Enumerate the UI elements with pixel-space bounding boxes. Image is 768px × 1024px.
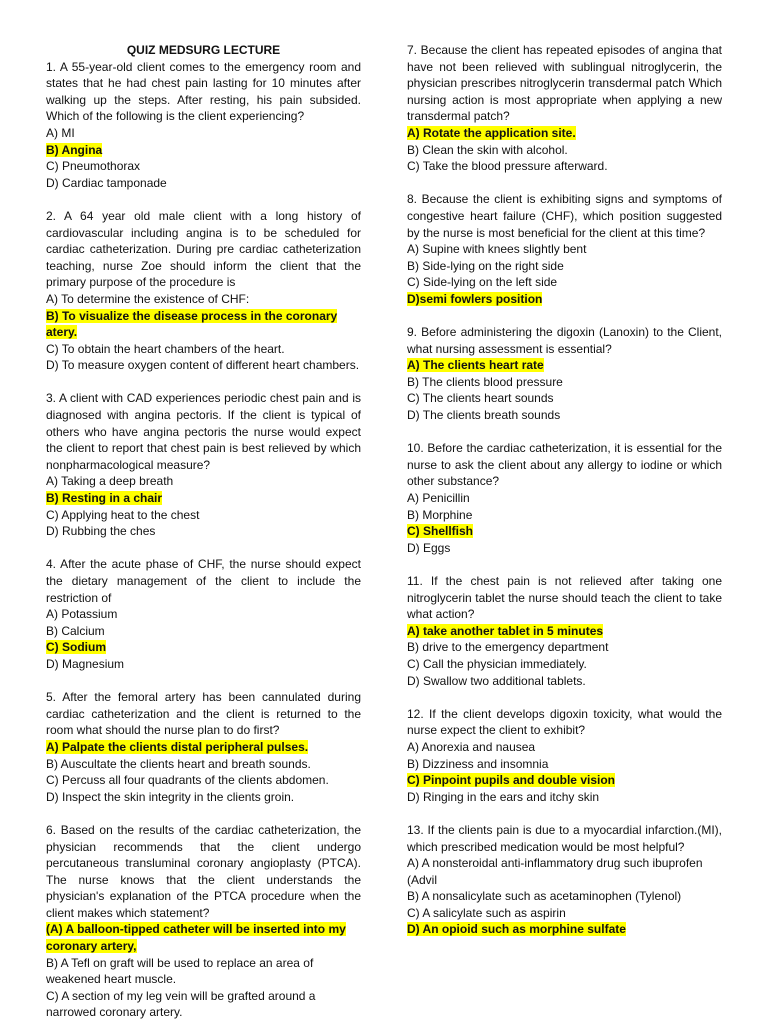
answer-option: [407, 258, 722, 275]
highlighted-answer-text: B) Resting in a chair: [46, 491, 163, 506]
answer-text: C) Applying heat to the chest: [46, 507, 200, 522]
question-block: [46, 556, 361, 672]
answer-option: [46, 988, 361, 1021]
highlighted-answer-text: B) To visualize the disease process in the coronary atery.: [46, 308, 338, 340]
answer-option: [407, 407, 722, 424]
question-spacer: [407, 308, 722, 325]
question-block: [407, 706, 722, 806]
answer-option: [407, 274, 722, 291]
question-stem: 5. After the femoral artery has been cannulated during cardiac catheterization and the client is returned to the room what should the nurse plan to do first?: [46, 690, 361, 738]
answer-option: [46, 606, 361, 623]
highlighted-answer-text: (A) A balloon-tipped catheter will be inserted into my coronary artery,: [46, 922, 346, 954]
question-spacer: [46, 191, 361, 208]
answer-text: D) Ringing in the ears and itchy skin: [407, 789, 600, 804]
correct-answer-option: [46, 639, 361, 656]
answer-option: [46, 357, 361, 374]
answer-text: A) Taking a deep breath: [46, 474, 174, 489]
highlighted-answer-text: D)semi fowlers position: [407, 291, 543, 306]
answer-option: [46, 523, 361, 540]
question-stem: 11. If the chest pain is not relieved after taking one nitroglycerin tablet the nurse should teach the client to take what action?: [407, 574, 722, 622]
correct-answer-option: [407, 125, 722, 142]
correct-answer-option: [407, 291, 722, 308]
answer-option: [46, 507, 361, 524]
question-stem: 2. A 64 year old male client with a long history of cardiovascular including angina is to be scheduled for cardiac catheterization. During pre cardiac catheterization teaching, nurse Zoe should inform the client that the primary purpose of the procedure is: [46, 208, 361, 290]
correct-answer-option: [46, 921, 361, 954]
answer-text: A) Potassium: [46, 607, 118, 622]
question-stem: 12. If the client develops digoxin toxicity, what would the nurse expect the client to exhibit?: [407, 706, 722, 738]
correct-answer-option: [407, 357, 722, 374]
answer-option: [46, 341, 361, 358]
question-stem: 8. Because the client is exhibiting signs and symptoms of congestive heart failure (CHF), which position suggested by the nurse is most beneficial for the client at this time?: [407, 192, 722, 240]
answer-text: D) Swallow two additional tablets.: [407, 673, 586, 688]
correct-answer-option: [407, 623, 722, 640]
answer-text: A) Anorexia and nausea: [407, 739, 536, 754]
answer-option: [407, 158, 722, 175]
question-block: [407, 42, 722, 175]
answer-text: B) Clean the skin with alcohol.: [407, 142, 568, 157]
answer-text: D) Rubbing the ches: [46, 524, 156, 539]
answer-option: [407, 789, 722, 806]
answer-text: B) Dizziness and insomnia: [407, 756, 549, 771]
question-stem: 1. A 55-year-old client comes to the emergency room and states that he had chest pain lasting for 10 minutes after walking up the steps. After resting, his pain subsided. Which of the following is the client experiencing?: [46, 59, 361, 124]
highlighted-answer-text: C) Pinpoint pupils and double vision: [407, 773, 615, 788]
answer-text: C) Call the physician immediately.: [407, 656, 587, 671]
question-block: [407, 191, 722, 307]
question-block: [46, 208, 361, 374]
answer-option: [46, 955, 361, 988]
question-block: [46, 390, 361, 539]
answer-option: [407, 905, 722, 922]
highlighted-answer-text: D) An opioid such as morphine sulfate: [407, 922, 626, 937]
question-spacer: [407, 805, 722, 822]
answer-option: [46, 789, 361, 806]
answer-text: D) Cardiac tamponade: [46, 175, 167, 190]
question-block: [407, 324, 722, 424]
answer-option: [407, 374, 722, 391]
question-spacer: [46, 805, 361, 822]
highlighted-answer-text: C) Shellfish: [407, 524, 474, 539]
answer-text: B) drive to the emergency department: [407, 640, 609, 655]
question-stem: 7. Because the client has repeated episodes of angina that have not been relieved with sublingual nitroglycerin, the physician prescribes nitroglycerin transdermal patch Which nursing action is most appropriate when applying a new transdermal patch?: [407, 43, 722, 124]
page-title: QUIZ MEDSURG LECTURE: [126, 43, 281, 57]
answer-option: [407, 540, 722, 557]
answer-option: [46, 473, 361, 490]
answer-option: [407, 673, 722, 690]
answer-option: [46, 158, 361, 175]
left-column: [46, 42, 361, 1021]
question-block: [46, 822, 361, 1021]
answer-option: [46, 756, 361, 773]
question-block: [407, 440, 722, 556]
answer-text: B) A Tefl on graft will be used to replace an area of weakened heart muscle.: [46, 955, 314, 987]
question-spacer: [407, 424, 722, 441]
correct-answer-option: [46, 739, 361, 756]
question-spacer: [407, 175, 722, 192]
question-stem: 6. Based on the results of the cardiac catheterization, the physician recommends that the client undergo percutaneous transluminal coronary angioplasty (PTCA). The nurse knows that the client understands the physician's explanation of the PTCA procedure when the client makes which statement?: [46, 822, 361, 920]
highlighted-answer-text: B) Angina: [46, 142, 103, 157]
answer-text: C) Side-lying on the left side: [407, 275, 558, 290]
answer-option: [407, 656, 722, 673]
answer-text: D) The clients breath sounds: [407, 408, 561, 423]
answer-text: C) The clients heart sounds: [407, 391, 554, 406]
answer-text: C) Pneumothorax: [46, 159, 141, 174]
answer-text: D) Inspect the skin integrity in the clients groin.: [46, 789, 295, 804]
answer-text: C) A section of my leg vein will be grafted around a narrowed coronary artery.: [46, 988, 316, 1020]
correct-answer-option: [407, 921, 722, 938]
highlighted-answer-text: A) take another tablet in 5 minutes: [407, 623, 604, 638]
answer-option: [46, 175, 361, 192]
answer-text: D) To measure oxygen content of different heart chambers.: [46, 358, 360, 373]
answer-option: [407, 639, 722, 656]
answer-option: [46, 125, 361, 142]
highlighted-answer-text: A) The clients heart rate: [407, 358, 544, 373]
answer-option: [407, 390, 722, 407]
answer-text: B) Side-lying on the right side: [407, 258, 564, 273]
question-spacer: [46, 374, 361, 391]
answer-text: D) Eggs: [407, 540, 451, 555]
answer-text: C) To obtain the heart chambers of the heart.: [46, 341, 285, 356]
answer-text: B) The clients blood pressure: [407, 374, 563, 389]
correct-answer-option: [46, 490, 361, 507]
answer-text: A) A nonsteroidal anti-inflammatory drug such ibuprofen (Advil: [407, 856, 703, 887]
answer-text: B) A nonsalicylate such as acetaminophen (Tylenol): [407, 889, 682, 904]
answer-text: A) Supine with knees slightly bent: [407, 242, 587, 257]
question-block: [46, 59, 361, 192]
answer-option: [46, 656, 361, 673]
correct-answer-option: [407, 523, 722, 540]
answer-option: [46, 291, 361, 308]
correct-answer-option: [46, 142, 361, 159]
answer-text: B) Morphine: [407, 507, 473, 522]
question-spacer: [407, 689, 722, 706]
question-stem: 9. Before administering the digoxin (Lanoxin) to the Client, what nursing assessment is essential?: [407, 325, 722, 356]
answer-text: C) Percuss all four quadrants of the clients abdomen.: [46, 773, 329, 788]
answer-text: C) A salicylate such as aspirin: [407, 905, 566, 920]
answer-text: A) MI: [46, 125, 75, 140]
answer-option: [46, 772, 361, 789]
answer-option: [407, 855, 722, 888]
correct-answer-option: [46, 308, 361, 341]
answer-text: A) To determine the existence of CHF:: [46, 291, 250, 306]
question-block: [407, 822, 722, 938]
question-spacer: [407, 556, 722, 573]
question-stem: 13. If the clients pain is due to a myocardial infarction.(MI), which prescribed medication would be most helpful?: [407, 822, 722, 854]
highlighted-answer-text: A) Rotate the application site.: [407, 125, 576, 140]
highlighted-answer-text: A) Palpate the clients distal peripheral pulses.: [46, 739, 309, 754]
question-block: [407, 573, 722, 689]
question-block: [46, 689, 361, 805]
answer-option: [46, 623, 361, 640]
question-stem: 10. Before the cardiac catheterization, it is essential for the nurse to ask the client about any allergy to iodine or which other substance?: [407, 441, 722, 489]
answer-text: B) Auscultate the clients heart and breath sounds.: [46, 756, 311, 771]
question-spacer: [46, 673, 361, 690]
answer-text: C) Take the blood pressure afterward.: [407, 159, 608, 174]
answer-option: [407, 490, 722, 507]
answer-option: [407, 507, 722, 524]
question-stem: 4. After the acute phase of CHF, the nurse should expect the dietary management of the client to include the restriction of: [46, 557, 361, 605]
answer-text: A) Penicillin: [407, 491, 470, 506]
answer-option: [407, 756, 722, 773]
answer-option: [407, 888, 722, 905]
left-question-list: [46, 59, 361, 1021]
question-spacer: [46, 540, 361, 557]
correct-answer-option: [407, 772, 722, 789]
highlighted-answer-text: C) Sodium: [46, 640, 106, 655]
answer-option: [407, 241, 722, 258]
question-stem: 3. A client with CAD experiences periodic chest pain and is diagnosed with angina pectoris. If the client is typical of others who have angina pectoris the nurse would expect the client to report that chest pain is best relieved by which nonpharmacological measure?: [46, 391, 361, 472]
right-question-list: [407, 42, 722, 938]
answer-text: D) Magnesium: [46, 656, 125, 671]
answer-option: [407, 739, 722, 756]
answer-option: [407, 142, 722, 159]
right-column: [407, 42, 722, 938]
answer-text: B) Calcium: [46, 623, 105, 638]
